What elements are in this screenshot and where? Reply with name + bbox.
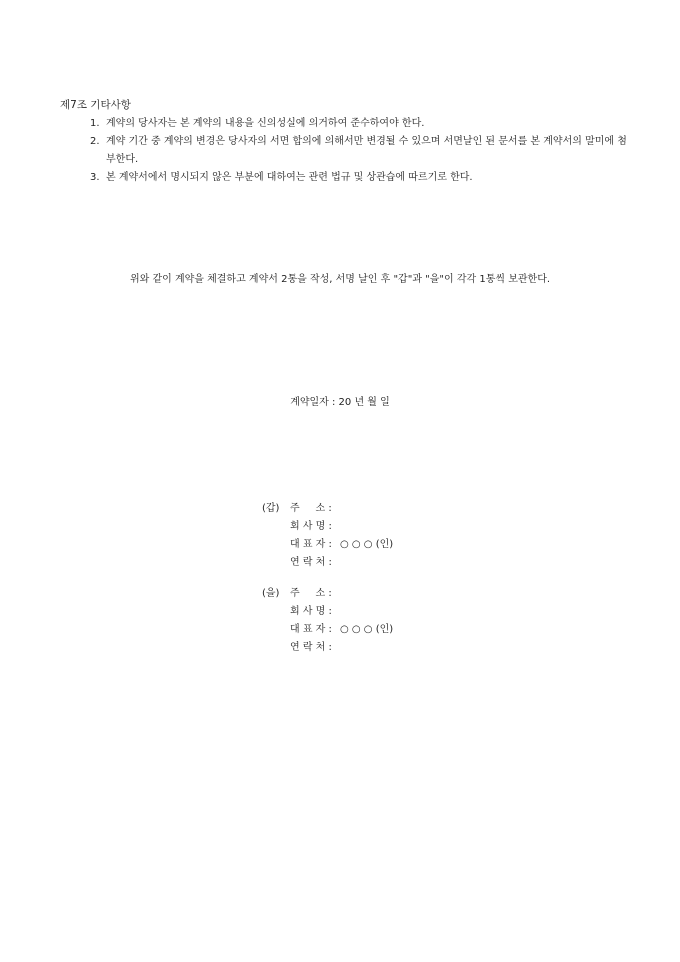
field-label: 연 락 처 : <box>290 557 332 568</box>
party-b-block <box>262 585 393 657</box>
clause-item <box>90 169 630 187</box>
article-title: 제7조 기타사항 <box>60 99 131 111</box>
party-row <box>262 518 393 536</box>
party-row <box>262 621 393 639</box>
field-value: ○ ○ ○ (인) <box>340 539 394 550</box>
field-label: 회 사 명 : <box>290 606 332 617</box>
clause-number: 2. <box>90 136 100 147</box>
clause-number: 1. <box>90 118 100 129</box>
party-row <box>262 536 393 554</box>
clause-item <box>90 133 630 169</box>
field-label: 대 표 자 : <box>290 539 332 550</box>
clause-number: 3. <box>90 172 100 183</box>
clause-item <box>90 115 630 133</box>
party-label: (을) <box>262 588 280 599</box>
party-row <box>262 639 393 657</box>
clause-text: 본 계약서에서 명시되지 않은 부분에 대하여는 관련 법규 및 상관습에 따르기로 한다. <box>106 172 473 183</box>
party-row <box>262 554 393 572</box>
field-label: 대 표 자 : <box>290 624 332 635</box>
closing-statement: 위와 같이 계약을 체결하고 계약서 2통을 작성, 서명 날인 후 "갑"과 "을"이 각각 1통씩 보관한다. <box>129 274 551 285</box>
field-label: 주 소 : <box>290 588 332 599</box>
party-row <box>262 603 393 621</box>
clause-text: 계약 기간 중 계약의 변경은 당사자의 서면 합의에 의해서만 변경될 수 있으며 서면날인 된 문서를 본 계약서의 말미에 첨부한다. <box>106 136 627 165</box>
party-a-block <box>262 500 393 572</box>
field-value: ○ ○ ○ (인) <box>340 624 394 635</box>
party-row <box>262 585 393 603</box>
clause-text: 계약의 당사자는 본 계약의 내용을 신의성실에 의거하여 준수하여야 한다. <box>106 118 425 129</box>
contract-date: 계약일자 : 20 년 월 일 <box>290 397 390 408</box>
field-label: 주 소 : <box>290 503 332 514</box>
clause-list <box>90 115 630 187</box>
party-row <box>262 500 393 518</box>
party-label: (갑) <box>262 503 280 514</box>
field-label: 연 락 처 : <box>290 642 332 653</box>
field-label: 회 사 명 : <box>290 521 332 532</box>
